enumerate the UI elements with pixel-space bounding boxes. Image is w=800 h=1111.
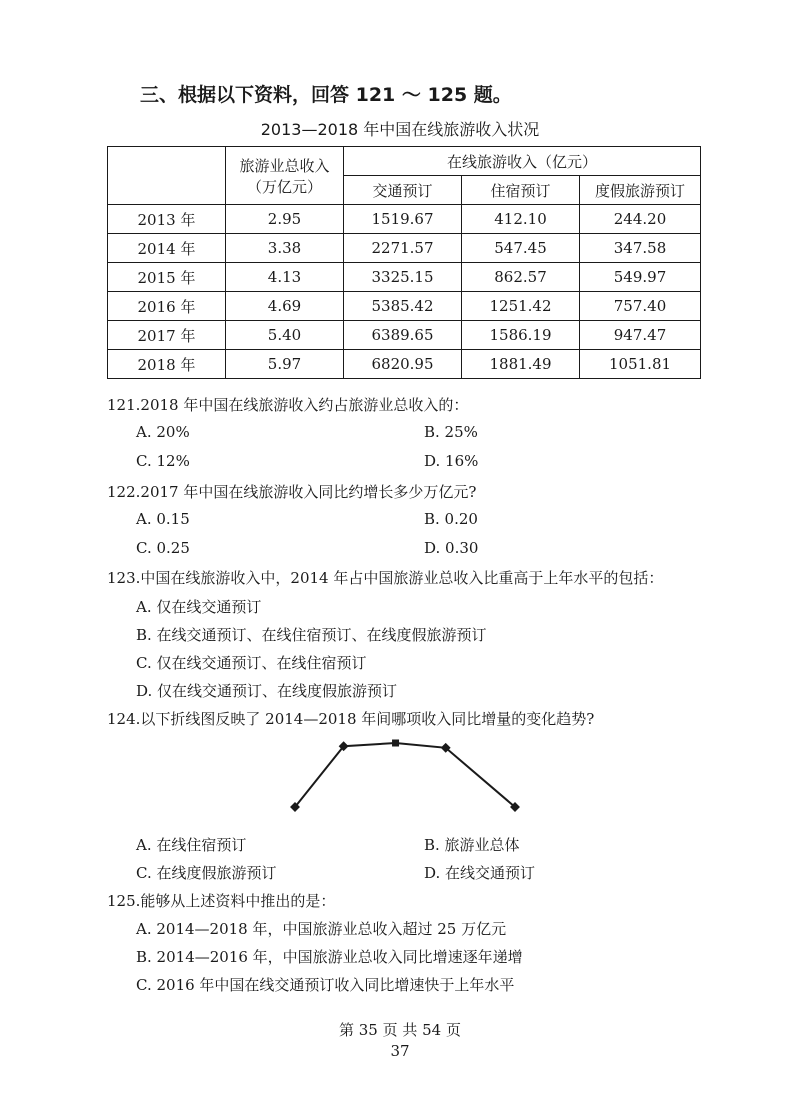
row-year: 2017 年 — [108, 321, 226, 350]
question-124: 124.以下折线图反映了 2014—2018 年间哪项收入同比增量的变化趋势? — [107, 710, 595, 728]
question-123: 123.中国在线旅游收入中，2014 年占中国旅游业总收入比重高于上年水平的包括： — [107, 569, 664, 587]
q125-option-b[interactable]: B. 2014—2016 年，中国旅游业总收入同比增速逐年递增 — [136, 948, 523, 966]
q124-option-c[interactable]: C. 在线度假旅游预订 — [136, 864, 277, 882]
q121-option-a[interactable]: A. 20% — [136, 423, 190, 441]
table-title: 2013—2018 年中国在线旅游收入状况 — [260, 120, 540, 139]
cell-lodging: 1586.19 — [462, 321, 580, 350]
table-row — [108, 205, 701, 234]
question-125: 125.能够从上述资料中推出的是： — [107, 892, 336, 910]
q124-option-a[interactable]: A. 在线住宿预订 — [136, 836, 247, 854]
cell-vacation: 757.40 — [580, 292, 701, 321]
q122-option-b[interactable]: B. 0.20 — [424, 510, 478, 528]
table-row — [108, 292, 701, 321]
header-total-line1: 旅游业总收入 — [239, 156, 330, 175]
q121-option-c[interactable]: C. 12% — [136, 452, 190, 470]
cell-lodging: 412.10 — [462, 205, 580, 234]
cell-lodging: 1251.42 — [462, 292, 580, 321]
cell-lodging: 1881.49 — [462, 350, 580, 379]
row-year: 2018 年 — [108, 350, 226, 379]
header-lodging: 住宿预订 — [462, 176, 580, 205]
row-year: 2013 年 — [108, 205, 226, 234]
q124-option-d[interactable]: D. 在线交通预订 — [424, 864, 536, 882]
q123-option-d[interactable]: D. 仅在线交通预订、在线度假旅游预订 — [136, 682, 398, 700]
row-year: 2014 年 — [108, 234, 226, 263]
cell-vacation: 549.97 — [580, 263, 701, 292]
cell-vacation: 947.47 — [580, 321, 701, 350]
trend-line-chart — [270, 725, 540, 835]
cell-total: 4.69 — [226, 292, 344, 321]
row-year: 2016 年 — [108, 292, 226, 321]
cell-vacation: 1051.81 — [580, 350, 701, 379]
q122-option-a[interactable]: A. 0.15 — [136, 510, 190, 528]
cell-transport: 2271.57 — [344, 234, 462, 263]
cell-total: 5.40 — [226, 321, 344, 350]
data-table — [107, 146, 701, 379]
cell-vacation: 244.20 — [580, 205, 701, 234]
cell-transport: 6389.65 — [344, 321, 462, 350]
question-121: 121.2018 年中国在线旅游收入约占旅游业总收入的： — [107, 396, 469, 414]
cell-total: 2.95 — [226, 205, 344, 234]
table-row — [108, 234, 701, 263]
q125-option-c[interactable]: C. 2016 年中国在线交通预订收入同比增速快于上年水平 — [136, 976, 515, 994]
row-year: 2015 年 — [108, 263, 226, 292]
cell-transport: 1519.67 — [344, 205, 462, 234]
data-point-2016 — [392, 740, 399, 747]
q125-option-a[interactable]: A. 2014—2018 年，中国旅游业总收入超过 25 万亿元 — [136, 920, 507, 938]
table-row — [108, 321, 701, 350]
header-total-cell — [226, 147, 344, 205]
header-vacation: 度假旅游预订 — [580, 176, 701, 205]
header-total-line2: （万亿元） — [246, 177, 322, 196]
header-corner-cell — [108, 147, 226, 205]
cell-lodging: 862.57 — [462, 263, 580, 292]
q123-option-a[interactable]: A. 仅在线交通预订 — [136, 598, 262, 616]
header-transport: 交通预订 — [344, 176, 462, 205]
cell-transport: 3325.15 — [344, 263, 462, 292]
question-122: 122.2017 年中国在线旅游收入同比约增长多少万亿元? — [107, 483, 477, 501]
q121-option-d[interactable]: D. 16% — [424, 452, 479, 470]
table-row — [108, 350, 701, 379]
cell-transport: 6820.95 — [344, 350, 462, 379]
q122-option-c[interactable]: C. 0.25 — [136, 539, 190, 557]
q121-option-b[interactable]: B. 25% — [424, 423, 478, 441]
table-row — [108, 263, 701, 292]
series-line — [295, 743, 515, 807]
page-number: 37 — [390, 1042, 410, 1060]
page-indicator: 第 35 页 共 54 页 — [338, 1021, 461, 1039]
q123-option-c[interactable]: C. 仅在线交通预订、在线住宿预订 — [136, 654, 367, 672]
section-title: 三、根据以下资料，回答 121 ～ 125 题。 — [140, 84, 512, 106]
cell-total: 5.97 — [226, 350, 344, 379]
q123-option-b[interactable]: B. 在线交通预订、在线住宿预订、在线度假旅游预订 — [136, 626, 487, 644]
q122-option-d[interactable]: D. 0.30 — [424, 539, 479, 557]
q124-option-b[interactable]: B. 旅游业总体 — [424, 836, 520, 854]
cell-lodging: 547.45 — [462, 234, 580, 263]
header-online-group: 在线旅游收入（亿元） — [344, 147, 701, 176]
cell-transport: 5385.42 — [344, 292, 462, 321]
cell-total: 4.13 — [226, 263, 344, 292]
cell-vacation: 347.58 — [580, 234, 701, 263]
cell-total: 3.38 — [226, 234, 344, 263]
